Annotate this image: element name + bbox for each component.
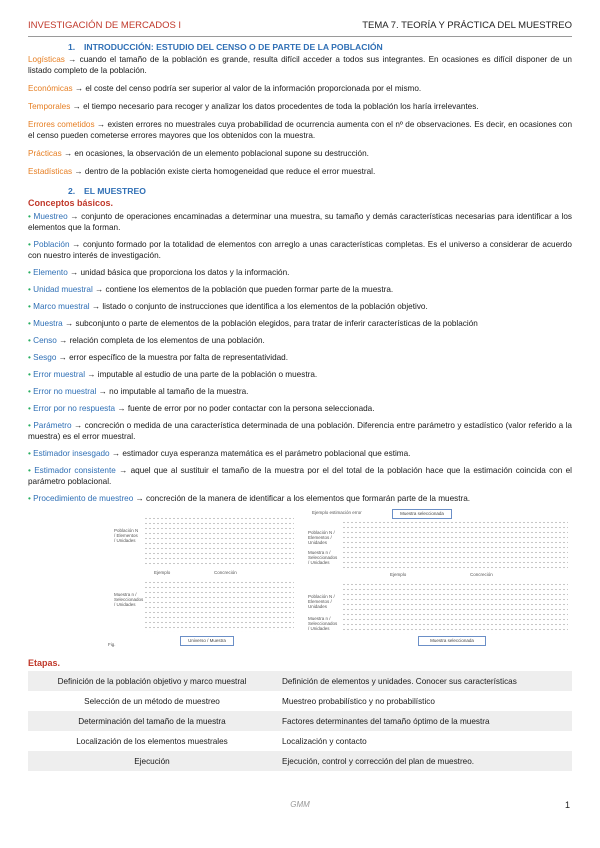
bullet-icon: • <box>28 421 31 430</box>
figure-col-label: Ejemplo <box>154 570 171 575</box>
reason-text: → el coste del censo podría ser superior al valor de la información proporcionada por el mismo. <box>72 84 422 93</box>
page-content <box>28 42 572 771</box>
figure-title: Ejemplo estimación error <box>312 510 362 515</box>
bullet-icon: • <box>28 285 31 294</box>
concept-text: → fuente de error por no poder contactar con la persona seleccionada. <box>115 404 375 413</box>
concept-text: → concreción o medida de una característica determinada de una población. Diferencia entre parámetro y estadístico (valor referido a la muestra) es el error muestral. <box>28 421 572 441</box>
figure-grid <box>342 582 568 634</box>
section-2-heading: 2. EL MUESTREO <box>68 186 146 196</box>
concept-text: → conjunto formado por la totalidad de elementos con arreglo a unas características completas. Es el universo a considerar de acuerdo con nuestro interés de investigación. <box>28 240 572 260</box>
concept-text: → listado o conjunto de instrucciones que identifica a los elementos de la población objetivo. <box>89 302 428 311</box>
bullet-icon: • <box>28 212 31 221</box>
concept-term: Marco muestral <box>33 302 90 311</box>
concept-term: Parámetro <box>33 421 72 430</box>
figure-col-label: Concreción <box>470 572 493 577</box>
bullet-icon: • <box>28 302 31 311</box>
sampling-figure <box>28 510 572 650</box>
stage-name: Definición de la población objetivo y marco muestral <box>28 671 276 691</box>
figure-col-label: Ejemplo <box>390 572 407 577</box>
concept-term: Estimador consistente <box>34 466 116 475</box>
section-1-heading: 1. INTRODUCCIÓN: ESTUDIO DEL CENSO O DE PARTE DE LA POBLACIÓN <box>68 42 383 52</box>
footer-author: GMM <box>290 800 310 809</box>
reason-term: Temporales <box>28 102 71 111</box>
stage-description: Localización y contacto <box>282 736 367 746</box>
reason-term: Estadísticas <box>28 167 73 176</box>
figure-box: Universo / Muestra <box>180 636 234 646</box>
table-row <box>28 691 572 711</box>
figure-label-b: Muestra n / Seleccionados / Unidades <box>308 550 338 565</box>
figure-left-panel <box>108 510 298 650</box>
concept-term: Sesgo <box>33 353 57 362</box>
concept-item <box>28 420 572 442</box>
bullet-icon: • <box>28 319 31 328</box>
concept-text: → conjunto de operaciones encaminadas a determinar una muestra, su tamaño y demás características necesarias para identificar a los elementos que la forman. <box>28 212 572 232</box>
reason-term: Económicas <box>28 84 73 93</box>
concept-text: → error específico de la muestra por falta de representatividad. <box>56 353 289 362</box>
figure-label-b: Muestra n / Seleccionados / Unidades <box>114 592 144 607</box>
concept-term: Elemento <box>33 268 68 277</box>
concept-item <box>28 493 572 504</box>
concept-text: → concreción de la manera de identificar a los elementos que formarán parte de la muestra. <box>133 494 471 503</box>
bullet-icon: • <box>28 353 31 362</box>
concept-text: → contiene los elementos de la población que pueden formar parte de la muestra. <box>92 285 394 294</box>
concept-term: Estimador insesgado <box>33 449 110 458</box>
concept-item <box>28 211 572 233</box>
figure-grid <box>342 520 568 570</box>
concept-item <box>28 403 572 414</box>
table-row <box>28 711 572 731</box>
reason-term: Prácticas <box>28 149 62 158</box>
figure-grid <box>144 516 294 566</box>
bullet-icon: • <box>28 449 31 458</box>
bullet-icon: • <box>28 404 31 413</box>
concept-term: Error por no respuesta <box>33 404 116 413</box>
reason-text: → dentro de la población existe cierta homogeneidad que reduce el error muestral. <box>72 167 376 176</box>
reason-text: → el tiempo necesario para recoger y analizar los datos procedentes de toda la población los haría irrelevantes. <box>70 102 479 111</box>
concept-text: → estimador cuya esperanza matemática es el parámetro poblacional que estima. <box>109 449 411 458</box>
table-row <box>28 751 572 771</box>
figure-label-a: Población N / Elementos / Unidades <box>308 594 335 609</box>
concept-item <box>28 335 572 346</box>
concept-item <box>28 465 572 487</box>
section-1-body <box>28 54 572 177</box>
concept-item <box>28 284 572 295</box>
bullet-icon: • <box>28 466 31 475</box>
concept-text: → subconjunto o parte de elementos de la población elegidos, para tratar de inferir características de la población <box>62 319 478 328</box>
reason-text: → cuando el tamaño de la población es grande, resulta difícil acceder a todos sus integrantes. En ocasiones es difícil disponer de un listado completo de la población. <box>28 55 572 75</box>
concept-term: Error muestral <box>33 370 86 379</box>
reason-item <box>28 83 572 94</box>
stage-name: Ejecución <box>28 751 276 771</box>
reason-item <box>28 54 572 76</box>
concept-term: Unidad muestral <box>33 285 93 294</box>
stage-description: Ejecución, control y corrección del plan de muestreo. <box>276 751 572 771</box>
figure-box: Muestra seleccionada <box>418 636 486 646</box>
page-number: 1 <box>564 800 570 810</box>
stage-description: Factores determinantes del tamaño óptimo de la muestra <box>276 711 572 731</box>
reason-text: → existen errores no muestrales cuya probabilidad de ocurrencia aumenta con el nº de observaciones. Es decir, en ocasiones con el censo pueden cometerse errores mayores que los obtenidos con la muestra. <box>28 120 573 140</box>
table-row <box>28 731 572 751</box>
concept-item <box>28 352 572 363</box>
concept-item <box>28 318 572 329</box>
concept-item <box>28 369 572 380</box>
concept-text: → relación completa de los elementos de una población. <box>56 336 265 345</box>
bullet-icon: • <box>28 268 31 277</box>
figure-label-a: Población N / Elementos / Unidades <box>114 528 139 543</box>
section-2-body <box>28 211 572 504</box>
stages-table <box>28 671 572 771</box>
figure-right-panel <box>306 510 572 650</box>
concept-item <box>28 239 572 261</box>
bullet-icon: • <box>28 494 31 503</box>
bullet-icon: • <box>28 370 31 379</box>
concept-text: → imputable al estudio de una parte de la población o muestra. <box>85 370 318 379</box>
reason-item <box>28 148 572 159</box>
concept-term: Muestra <box>33 319 63 328</box>
concept-item <box>28 386 572 397</box>
concept-text: → aquel que al sustituir el tamaño de la muestra por el del total de la población hace que la estimación coincida con el parámetro poblacional. <box>28 466 572 486</box>
concept-text: → unidad básica que proporciona los datos y la información. <box>67 268 290 277</box>
reason-item <box>28 119 572 141</box>
bullet-icon: • <box>28 336 31 345</box>
page-header <box>28 20 572 37</box>
figure-label-a: Población N / Elementos / Unidades <box>308 530 335 545</box>
section-2-subtitle: Conceptos básicos. <box>28 198 114 208</box>
figure-label-b: Muestra n / Seleccionados / Unidades <box>308 616 338 631</box>
concept-item <box>28 448 572 459</box>
concept-text: → no imputable al tamaño de la muestra. <box>96 387 249 396</box>
stages-title: Etapas. <box>28 658 61 668</box>
reason-term: Logísticas <box>28 55 65 64</box>
concept-term: Muestreo <box>33 212 68 221</box>
concept-item <box>28 267 572 278</box>
concept-term: Error no muestral <box>33 387 97 396</box>
figure-note: Fig. <box>108 642 116 647</box>
concept-term: Censo <box>33 336 57 345</box>
stage-description: Muestreo probabilístico y no probabilístico <box>282 696 435 706</box>
stage-description: Definición de elementos y unidades. Conocer sus características <box>276 671 572 691</box>
bullet-icon: • <box>28 240 31 249</box>
course-title: INVESTIGACIÓN DE MERCADOS I <box>28 20 182 31</box>
stage-name: Localización de los elementos muestrales <box>76 736 228 746</box>
stage-name: Determinación del tamaño de la muestra <box>28 711 276 731</box>
figure-col-label: Concreción <box>214 570 237 575</box>
concept-item <box>28 301 572 312</box>
concept-term: Población <box>33 240 70 249</box>
bullet-icon: • <box>28 387 31 396</box>
stage-name: Selección de un método de muestreo <box>84 696 220 706</box>
reason-term: Errores cometidos <box>28 120 95 129</box>
reason-item <box>28 101 572 112</box>
chapter-title: TEMA 7. TEORÍA Y PRÁCTICA DEL MUESTREO <box>362 20 572 31</box>
concept-term: Procedimiento de muestreo <box>33 494 134 503</box>
figure-box: Muestra seleccionada <box>392 509 452 519</box>
reason-item <box>28 166 572 177</box>
reason-text: → en ocasiones, la observación de un elemento poblacional supone su destrucción. <box>61 149 369 158</box>
table-row <box>28 671 572 691</box>
figure-grid <box>144 580 294 632</box>
